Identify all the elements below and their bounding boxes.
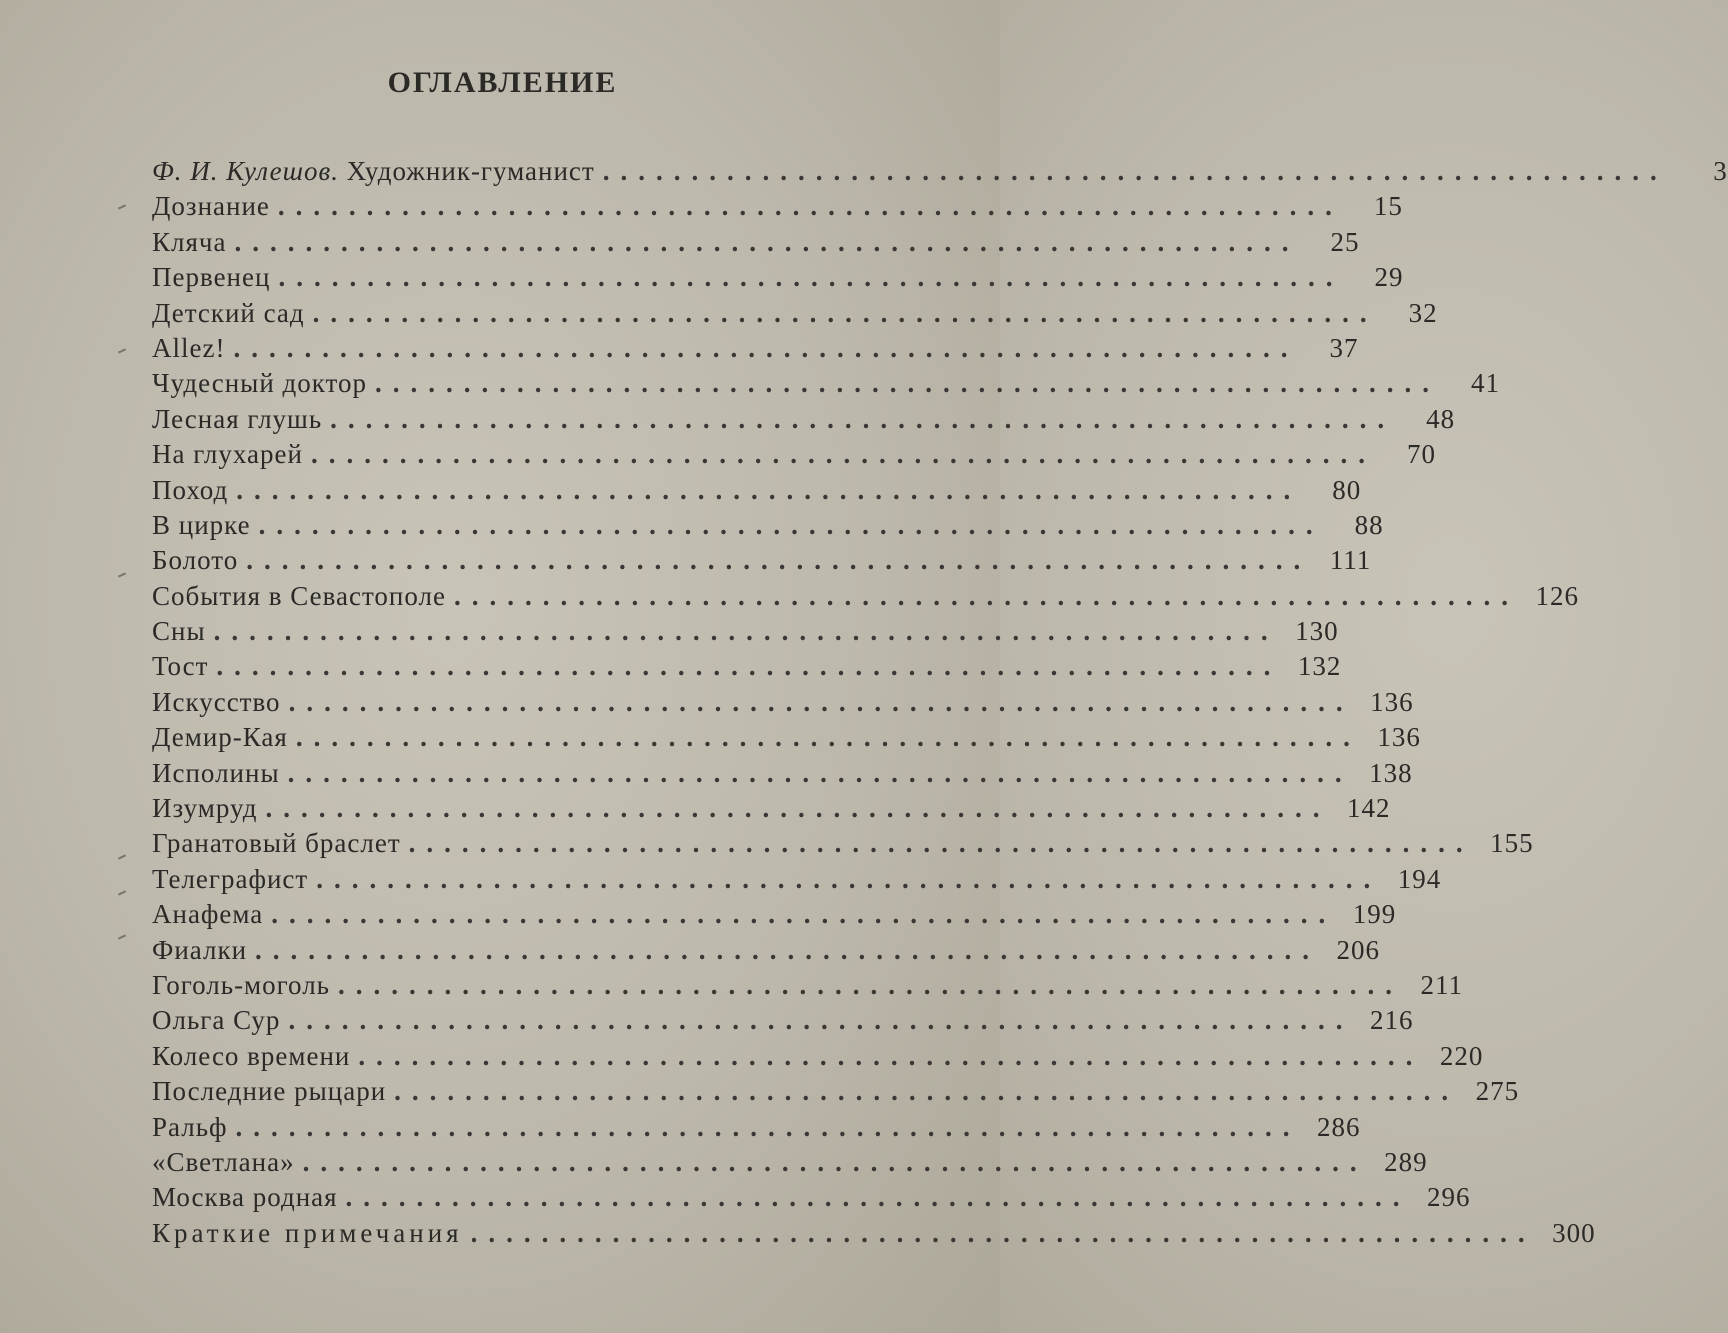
toc-entry-label: [152, 581, 446, 612]
toc-entry-page: 220: [1439, 1040, 1484, 1071]
toc-entry: [152, 686, 1414, 722]
toc-entry: [152, 828, 1534, 863]
toc-entry-title: Чудесный доктор: [152, 368, 367, 399]
toc-entry: [152, 297, 1438, 333]
toc-entry-label: [152, 828, 401, 859]
toc-entry-page: 275: [1475, 1076, 1520, 1107]
toc-leader-dots: ............................................................: [302, 1146, 1368, 1177]
toc-entry: [152, 509, 1384, 545]
toc-entry-page: 80: [1332, 474, 1362, 505]
toc-entry: [152, 616, 1339, 651]
toc-leader-dots: ............................................................: [288, 686, 1354, 717]
toc-entry-title: Гранатовый браслет: [152, 828, 401, 859]
toc-entry-label: [152, 262, 270, 293]
toc-leader-dots: ............................................................: [312, 297, 1378, 328]
toc-leader-dots: ............................................................: [278, 262, 1344, 293]
toc-entry-title: Дознание: [152, 191, 270, 222]
toc-entry-title: «Светлана»: [152, 1146, 295, 1177]
toc-entry: [152, 191, 1403, 226]
toc-entry-title: Исполины: [152, 757, 280, 788]
toc-entry-label: [152, 1147, 295, 1178]
toc-leader-dots: ............................................................: [453, 580, 1519, 611]
toc-entry-author: Ф. И. Кулешов.: [152, 156, 340, 186]
toc-entry: [152, 899, 1397, 934]
toc-entry-label: [152, 191, 270, 222]
toc-entry-label: [152, 1112, 228, 1143]
table-of-contents: [152, 156, 1728, 1253]
toc-entry: [152, 651, 1342, 686]
toc-entry-label: [152, 1005, 280, 1036]
toc-entry-title: Поход: [152, 474, 229, 505]
toc-entry-title: Ральф: [152, 1111, 228, 1142]
toc-leader-dots: ............................................................: [235, 1111, 1301, 1142]
toc-entry-page: 15: [1373, 191, 1403, 222]
toc-leader-dots: ............................................................: [271, 899, 1337, 930]
toc-entry-title: Болото: [152, 545, 239, 576]
toc-leader-dots: ............................................................: [213, 616, 1279, 647]
toc-entry: [152, 863, 1442, 899]
toc-leader-dots: ............................................................: [310, 439, 1376, 470]
toc-entry: [152, 969, 1463, 1005]
toc-entry: [152, 474, 1362, 510]
toc-entry-label: [152, 651, 208, 682]
toc-entry-title: Последние рыцари: [152, 1076, 387, 1107]
toc-entry: [152, 368, 1500, 403]
toc-entry: [152, 722, 1421, 757]
toc-entry-page: 206: [1336, 934, 1381, 965]
toc-entry: [152, 1076, 1520, 1111]
toc-entry: [152, 757, 1413, 793]
toc-leader-dots: ............................................................: [295, 722, 1361, 753]
toc-entry: [152, 580, 1579, 616]
toc-entry-page: 37: [1329, 332, 1359, 363]
toc-entry-page: 211: [1420, 969, 1463, 1000]
toc-entry-title: Художник-гуманист: [346, 156, 595, 186]
toc-entry-label: [152, 439, 303, 470]
toc-entry-title: Сны: [152, 616, 206, 647]
toc-entry-title: Анафема: [152, 899, 264, 930]
toc-entry-label: [152, 368, 367, 399]
toc-entry-page: 286: [1317, 1111, 1361, 1142]
toc-entry-page: 142: [1347, 793, 1391, 824]
toc-entry-page: 41: [1470, 368, 1500, 399]
toc-entry-label: [152, 475, 228, 506]
toc-entry-label: [152, 156, 595, 187]
toc-entry-title: Allez!: [152, 332, 226, 363]
toc-leader-dots: ............................................................: [236, 474, 1302, 505]
toc-entry-title: В цирке: [152, 509, 251, 540]
toc-entry-title: Изумруд: [152, 793, 258, 824]
toc-entry-title: Телеграфист: [152, 863, 309, 894]
toc-entry-title: Искусство: [152, 686, 281, 717]
toc-entry-page: 138: [1369, 757, 1413, 788]
toc-entry-label: [152, 333, 225, 364]
pencil-mark: [118, 934, 126, 939]
toc-entry-title: Москва родная: [152, 1182, 338, 1213]
toc-entry-label: [152, 899, 263, 930]
pencil-mark: [118, 204, 126, 209]
toc-entry-title: Гоголь-моголь: [152, 969, 330, 1000]
toc-entry-title: Тост: [152, 651, 209, 682]
toc-entry-page: 29: [1374, 262, 1404, 293]
toc-entry-label: [152, 545, 238, 576]
page-title: ОГЛАВЛЕНИЕ: [387, 66, 618, 99]
toc-entry-page: 194: [1397, 863, 1442, 894]
toc-entry: [152, 1182, 1471, 1217]
toc-leader-dots: ............................................................: [246, 545, 1312, 576]
toc-entry: [152, 1217, 1596, 1253]
toc-entry-page: 32: [1408, 297, 1438, 328]
toc-entry: [152, 1146, 1428, 1182]
toc-entry-title: Демир-Кая: [152, 722, 288, 753]
toc-entry-page: 25: [1330, 226, 1360, 257]
toc-leader-dots: ............................................................: [358, 1040, 1424, 1071]
toc-entry-page: 132: [1297, 651, 1342, 682]
toc-entry: [152, 1111, 1361, 1147]
toc-leader-dots: ............................................................: [316, 863, 1382, 894]
toc-entry-title: На глухарей: [152, 439, 303, 470]
toc-entry-label: [152, 510, 251, 541]
toc-entry-label: [152, 298, 305, 329]
toc-entry: [152, 1005, 1414, 1040]
toc-entry-label: [152, 404, 322, 435]
toc-entry-title: Краткие примечания: [152, 1217, 463, 1248]
toc-entry: [152, 403, 1456, 439]
toc-entry-title: Первенец: [152, 262, 271, 293]
toc-entry-page: 126: [1535, 580, 1579, 611]
toc-entry-label: [152, 1218, 463, 1249]
toc-leader-dots: ............................................................: [330, 403, 1396, 434]
toc-entry-label: [152, 1041, 350, 1072]
toc-entry-label: [152, 793, 258, 824]
toc-leader-dots: ............................................................: [277, 191, 1343, 222]
toc-entry: [152, 226, 1360, 262]
toc-entry: [152, 439, 1436, 474]
toc-entry-page: 136: [1370, 686, 1414, 717]
toc-leader-dots: ............................................................: [287, 757, 1353, 788]
toc-entry-page: 130: [1295, 616, 1339, 647]
toc-leader-dots: ............................................................: [602, 156, 1668, 186]
toc-entry-page: 216: [1369, 1005, 1414, 1036]
pencil-mark: [118, 890, 126, 895]
toc-entry-label: [152, 970, 330, 1001]
toc-entry-page: 300: [1552, 1217, 1596, 1248]
toc-leader-dots: ............................................................: [255, 934, 1321, 965]
toc-entry: [152, 545, 1372, 580]
toc-entry-label: [152, 687, 281, 718]
toc-leader-dots: ............................................................: [288, 1005, 1354, 1036]
toc-entry-label: [152, 227, 226, 258]
toc-entry-page: 48: [1426, 403, 1456, 434]
toc-entry: [152, 934, 1381, 970]
toc-leader-dots: ............................................................: [234, 226, 1300, 257]
pencil-mark: [118, 348, 126, 353]
toc-entry-label: [152, 935, 247, 966]
toc-entry-page: 155: [1490, 828, 1534, 859]
toc-entry-label: [152, 1182, 338, 1213]
toc-entry-title: Колесо времени: [152, 1040, 351, 1071]
toc-leader-dots: ............................................................: [374, 368, 1440, 399]
toc-entry-page: 199: [1352, 899, 1397, 930]
toc-entry-page: 289: [1384, 1146, 1428, 1177]
toc-entry: [152, 262, 1404, 297]
toc-entry-label: [152, 864, 308, 895]
pencil-mark: [118, 572, 126, 577]
toc-leader-dots: ............................................................: [216, 651, 1282, 682]
pencil-mark: [118, 854, 126, 859]
toc-entry-title: Лесная глушь: [152, 403, 323, 434]
toc-entry-page: 296: [1427, 1182, 1471, 1213]
toc-leader-dots: ............................................................: [258, 509, 1324, 540]
toc-entry-page: 136: [1377, 722, 1421, 753]
toc-entry: [152, 156, 1728, 191]
toc-entry-title: События в Севастополе: [152, 580, 446, 611]
toc-leader-dots: ............................................................: [345, 1182, 1411, 1213]
toc-entry-title: Фиалки: [152, 934, 248, 965]
toc-entry: [152, 332, 1359, 368]
toc-entry-page: 111: [1329, 545, 1372, 576]
toc-entry-page: 70: [1406, 439, 1436, 470]
toc-leader-dots: ............................................................: [408, 828, 1474, 859]
toc-leader-dots: ............................................................: [394, 1076, 1460, 1107]
toc-entry-page: 3: [1713, 156, 1728, 186]
toc-leader-dots: ............................................................: [233, 332, 1299, 363]
toc-leader-dots: ............................................................: [265, 793, 1331, 824]
toc-entry: [152, 1040, 1484, 1076]
toc-leader-dots: ............................................................: [337, 969, 1403, 1000]
toc-entry-title: Ольга Сур: [152, 1005, 281, 1036]
toc-entry-title: Детский сад: [152, 297, 305, 328]
toc-entry-label: [152, 1076, 386, 1107]
toc-entry-title: Кляча: [152, 226, 227, 257]
toc-entry-page: 88: [1354, 509, 1384, 540]
toc-leader-dots: ............................................................: [470, 1217, 1536, 1248]
toc-entry-label: [152, 758, 280, 789]
toc-entry-label: [152, 722, 288, 753]
toc-entry-label: [152, 616, 206, 647]
toc-entry: [152, 793, 1391, 828]
